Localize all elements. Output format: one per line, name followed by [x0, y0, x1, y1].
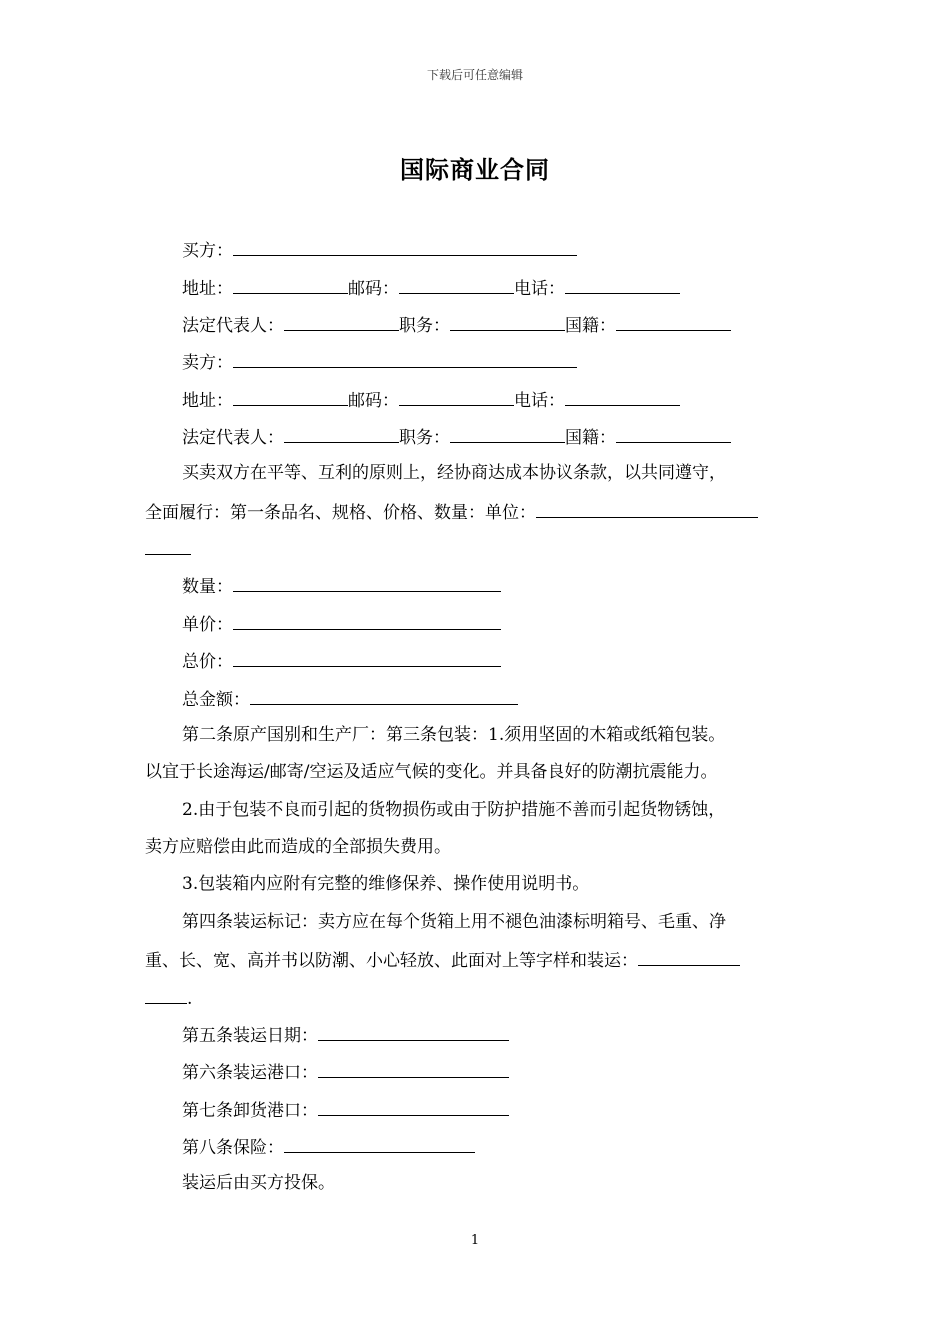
buyer-field[interactable]: [233, 237, 577, 256]
seller-label: 卖方：: [182, 353, 233, 373]
article-6-line: [182, 1059, 509, 1085]
seller-rep-label: 法定代表人：: [182, 428, 284, 448]
article-4-line-3: [145, 985, 192, 1011]
article-2-line-2: 以宜于长途海运/邮寄/空运及适应气候的变化。并具备良好的防潮抗震能力。: [145, 762, 718, 782]
article-7-line: [182, 1097, 509, 1123]
buyer-zip-field[interactable]: [399, 275, 514, 294]
quantity-label: 数量：: [182, 577, 233, 597]
total-amount-line: [182, 686, 518, 712]
packing-3-line: 3.包装箱内应附有完整的维修保养、操作使用说明书。: [182, 874, 590, 894]
seller-post-label: 职务：: [399, 428, 450, 448]
article-4-text: 重、长、宽、高并书以防潮、小心轻放、此面对上等字样和装运：: [145, 951, 638, 971]
unit-field[interactable]: [536, 499, 758, 518]
buyer-address-line: [182, 275, 680, 301]
total-amount-field[interactable]: [250, 686, 518, 705]
buyer-nation-field[interactable]: [616, 312, 731, 331]
seller-nation-label: 国籍：: [565, 428, 616, 448]
shipping-mark-field-tail[interactable]: [145, 985, 187, 1004]
buyer-tel-field[interactable]: [565, 275, 680, 294]
page-number: 1: [470, 1233, 480, 1248]
buyer-address-field[interactable]: [233, 275, 348, 294]
article-5-line: [182, 1022, 509, 1048]
article-1-text: 全面履行：第一条品名、规格、价格、数量：单位：: [145, 503, 536, 523]
article-4-line-2: [145, 947, 740, 973]
document-title: 国际商业合同: [400, 155, 550, 184]
buyer-label: 买方：: [182, 241, 233, 261]
intro-line-2: [145, 499, 758, 525]
buyer-rep-line: [182, 312, 731, 338]
seller-tel-label: 电话：: [514, 391, 565, 411]
unit-price-field[interactable]: [233, 611, 501, 630]
shipment-date-field[interactable]: [318, 1022, 509, 1041]
discharge-port-label: 第七条卸货港口：: [182, 1101, 318, 1121]
loading-port-label: 第六条装运港口：: [182, 1063, 318, 1083]
buyer-tel-label: 电话：: [514, 279, 565, 299]
buyer-post-field[interactable]: [450, 312, 565, 331]
buyer-zip-label: 邮码：: [348, 279, 399, 299]
insurance-label: 第八条保险：: [182, 1138, 284, 1158]
buyer-rep-field[interactable]: [284, 312, 399, 331]
total-amount-label: 总金额：: [182, 690, 250, 710]
seller-address-label: 地址：: [182, 391, 233, 411]
buyer-nation-label: 国籍：: [565, 316, 616, 336]
article-8-line: [182, 1134, 475, 1160]
article-4-end: .: [187, 989, 193, 1009]
article-4-line-1: 第四条装运标记：卖方应在每个货箱上用不褪色油漆标明箱号、毛重、净: [182, 912, 726, 932]
seller-field[interactable]: [233, 349, 577, 368]
unit-field-tail[interactable]: [145, 536, 191, 555]
seller-zip-field[interactable]: [399, 387, 514, 406]
total-price-line: [182, 648, 501, 674]
unit-price-line: [182, 611, 501, 637]
loading-port-field[interactable]: [318, 1059, 509, 1078]
buyer-address-label: 地址：: [182, 279, 233, 299]
insurance-field[interactable]: [284, 1134, 475, 1153]
buyer-line: [182, 237, 577, 263]
packing-2-line-1: 2.由于包装不良而引起的货物损伤或由于防护措施不善而引起货物锈蚀，: [182, 800, 726, 820]
shipment-date-label: 第五条装运日期：: [182, 1026, 318, 1046]
unit-price-label: 单价：: [182, 615, 233, 635]
quantity-field[interactable]: [233, 573, 501, 592]
seller-rep-line: [182, 424, 731, 450]
seller-address-line: [182, 387, 680, 413]
total-price-field[interactable]: [233, 648, 501, 667]
shipping-mark-field[interactable]: [638, 947, 740, 966]
quantity-line: [182, 573, 501, 599]
discharge-port-field[interactable]: [318, 1097, 509, 1116]
seller-post-field[interactable]: [450, 424, 565, 443]
seller-tel-field[interactable]: [565, 387, 680, 406]
unit-field-continuation: [145, 536, 191, 562]
buyer-post-label: 职务：: [399, 316, 450, 336]
seller-rep-field[interactable]: [284, 424, 399, 443]
buyer-rep-label: 法定代表人：: [182, 316, 284, 336]
article-2-line-1: 第二条原产国别和生产厂：第三条包装：1.须用坚固的木箱或纸箱包装。: [182, 725, 726, 745]
seller-nation-field[interactable]: [616, 424, 731, 443]
seller-address-field[interactable]: [233, 387, 348, 406]
seller-line: [182, 349, 577, 375]
seller-zip-label: 邮码：: [348, 391, 399, 411]
packing-2-line-2: 卖方应赔偿由此而造成的全部损失费用。: [145, 837, 451, 857]
insurance-note: 装运后由买方投保。: [182, 1173, 335, 1193]
intro-line-1: 买卖双方在平等、互利的原则上，经协商达成本协议条款，以共同遵守，: [182, 463, 726, 483]
total-price-label: 总价：: [182, 652, 233, 672]
header-note: 下载后可任意编辑: [426, 68, 523, 82]
